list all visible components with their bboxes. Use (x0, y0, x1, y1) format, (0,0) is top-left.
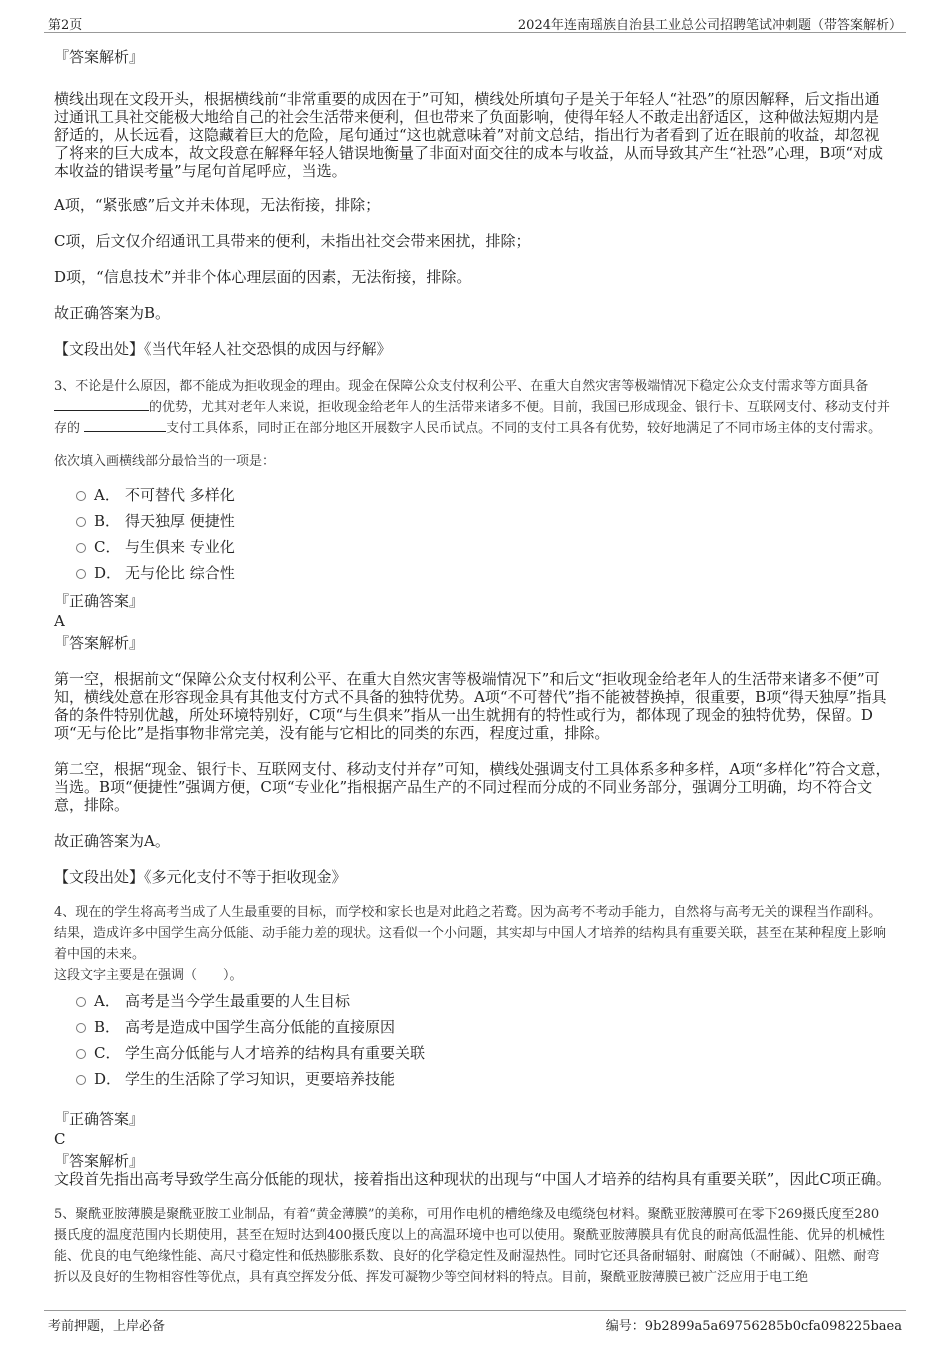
analysis-note-a: A项，“紧张感”后文并未体现，无法衔接，排除； (54, 196, 381, 214)
page-footer (44, 1310, 906, 1335)
analysis-text: 第二空，根据“现金、银行卡、互联网支付、移动支付并存”可知，横线处强调支付工具体系多种多样，A项“多样化”符合文意，当选。B项“便捷性”强调方便，C项“专业化”指根据产品生产的不同过程而分成的不同业务部分，强调分工明确，均不符合文意，排除。 (54, 760, 891, 814)
radio-icon[interactable] (76, 569, 86, 579)
option-text: 与生俱来 专业化 (125, 538, 235, 556)
option-text: 得天独厚 便捷性 (125, 512, 235, 530)
question-prompt: 这段文字主要是在强调（ ）。 (54, 968, 243, 983)
option-list (54, 482, 892, 586)
option-letter: D． (94, 564, 122, 582)
option-text: 学生高分低能与人才培养的结构具有重要关联 (125, 1044, 426, 1062)
radio-icon[interactable] (76, 543, 86, 553)
option-c[interactable] (34, 1040, 892, 1066)
option-b[interactable] (34, 1014, 892, 1040)
passage-source: 【文段出处】《多元化支付不等于拒收现金》 (54, 868, 347, 886)
option-list (54, 988, 892, 1092)
page-header (44, 12, 906, 33)
option-text: 学生的生活除了学习知识，更要培养技能 (125, 1070, 396, 1088)
stem-part-3: 支付工具体系，同时正在部分地区开展数字人民币试点。不同的支付工具各有优势，较好地满足了不同市场主体的支付需求。 (166, 421, 882, 436)
option-letter: A． (94, 992, 120, 1010)
analysis-text: 横线出现在文段开头，根据横线前“非常重要的成因在于”可知，横线处所填句子是关于年轻人“社恐”的原因解释，后文指出通过通讯工具社交能极大地给自己的社会生活带来便利，但也带来了负面影响，使得年轻人不敢走出舒适区，这种做法短期内是舒适的，从长远看，这隐藏着巨大的危险，尾句通过“这也就意味着”对前文总结，指出行为者看到了近在眼前的收益，却忽视了将来的巨大成本，故文段意在解释年轻人错误地衡量了非面对面交往的成本与收益，从而导致其产生“社恐”心理，B项“对成本收益的错误考量”与尾句首尾呼应，当选。 (54, 90, 884, 180)
answer-label: 『正确答案』 (54, 592, 145, 610)
option-a[interactable] (34, 988, 892, 1014)
option-text: 高考是当今学生最重要的人生目标 (125, 992, 351, 1010)
stem-part-2: 的优势，尤其对老年人来说，拒收现金给老年人的生活带来诸多不便。目前，我国已形成现金、银行卡、互联网支付、移动支付并存的 (54, 400, 891, 436)
radio-icon[interactable] (76, 517, 86, 527)
radio-icon[interactable] (76, 997, 86, 1007)
question-stem: 5、聚酰亚胺薄膜是聚酰亚胺工业制品，有着“黄金薄膜”的美称，可用作电机的槽绝缘及电缆绕包材料。聚酰亚胺薄膜可在零下269摄氏度至280摄氏度的温度范围内长期使用，甚至在短时达到400摄氏度以上的高温环境中也可以使用。聚酰亚胺薄膜具有优良的耐高低温性能、优异的机械性能、优良的电气绝缘性能、高尺寸稳定性和低热膨胀系数、良好的化学稳定性及耐湿热性。同时它还具备耐辐射、耐腐蚀（不耐碱）、阻燃、耐弯折以及良好的生物相容性等优点，具有真空挥发分低、挥发可凝物少等空间材料的特点。目前，聚酰亚胺薄膜已被广泛应用于电工绝 (54, 1207, 885, 1285)
radio-icon[interactable] (76, 1049, 86, 1059)
question-stem: 4、现在的学生将高考当成了人生最重要的目标，而学校和家长也是对此趋之若鹜。因为高考不考动手能力，自然将与高考无关的课程当作副科。结果，造成许多中国学生高分低能、动手能力差的现状。这看似一个小问题，其实却与中国人才培养的结构具有重要关联，甚至在某种程度上影响着中国的未来。 (54, 905, 887, 962)
question-prompt: 依次填入画横线部分最恰当的一项是： (54, 454, 276, 469)
option-d[interactable] (34, 1066, 892, 1092)
page-content (54, 40, 892, 1288)
stem-part-1: 3、不论是什么原因，都不能成为拒收现金的理由。现金在保障公众支付权利公平、在重大自然灾害等极端情况下稳定公众支付需求等方面具备 (54, 379, 869, 394)
analysis-note-c: C项，后文仅介绍通讯工具带来的便利，未指出社交会带来困扰，排除； (54, 232, 531, 250)
answer-value: A (54, 612, 65, 630)
option-letter: C． (94, 538, 121, 556)
option-d[interactable] (34, 560, 892, 586)
option-text: 无与伦比 综合性 (125, 564, 235, 582)
footer-slogan: 考前押题，上岸必备 (48, 1319, 166, 1334)
radio-icon[interactable] (76, 1023, 86, 1033)
option-letter: B． (94, 512, 121, 530)
question-stem (54, 376, 892, 439)
analysis-label: 『答案解析』 (54, 1152, 145, 1170)
option-a[interactable] (34, 482, 892, 508)
document-title: 2024年连南瑶族自治县工业总公司招聘笔试冲刺题（带答案解析） (517, 18, 902, 33)
option-letter: D． (94, 1070, 122, 1088)
analysis-note-d: D项，“信息技术”并非个体心理层面的因素，无法衔接，排除。 (54, 268, 472, 286)
option-text: 高考是造成中国学生高分低能的直接原因 (125, 1018, 396, 1036)
option-text: 不可替代 多样化 (125, 486, 235, 504)
passage-source: 【文段出处】《当代年轻人社交恐惧的成因与纾解》 (54, 340, 392, 358)
answer-label: 『正确答案』 (54, 1110, 145, 1128)
option-b[interactable] (34, 508, 892, 534)
analysis-label: 『答案解析』 (54, 48, 145, 66)
option-letter: B． (94, 1018, 121, 1036)
answer-conclusion: 故正确答案为B。 (54, 304, 171, 322)
page-number: 第2页 (48, 18, 83, 33)
analysis-label: 『答案解析』 (54, 634, 145, 652)
radio-icon[interactable] (76, 1075, 86, 1085)
option-letter: A． (94, 486, 120, 504)
answer-conclusion: 故正确答案为A。 (54, 832, 170, 850)
blank-line (84, 419, 166, 432)
option-c[interactable] (34, 534, 892, 560)
radio-icon[interactable] (76, 491, 86, 501)
analysis-text: 第一空，根据前文“保障公众支付权利公平、在重大自然灾害等极端情况下”和后文“拒收现金给老年人的生活带来诸多不便”可知，横线处意在形容现金具有其他支付方式不具备的独特优势。A项“不可替代”指不能被替换掉，很重要，B项“得天独厚”指具备的条件特别优越，所处环境特别好，C项“与生俱来”指从一出生就拥有的特性或行为，都体现了现金的独特优势，保留。D项“无与伦比”是指事物非常完美，没有能与它相比的同类的东西，程度过重，排除。 (54, 670, 887, 742)
answer-value: C (54, 1130, 66, 1148)
blank-line (54, 398, 149, 411)
analysis-text: 文段首先指出高考导致学生高分低能的现状，接着指出这种现状的出现与“中国人才培养的结构具有重要关联”，因此C项正确。 (54, 1170, 891, 1188)
document-code: 编号：9b2899a5a69756285b0cfa098225baea (605, 1319, 902, 1334)
option-letter: C． (94, 1044, 121, 1062)
